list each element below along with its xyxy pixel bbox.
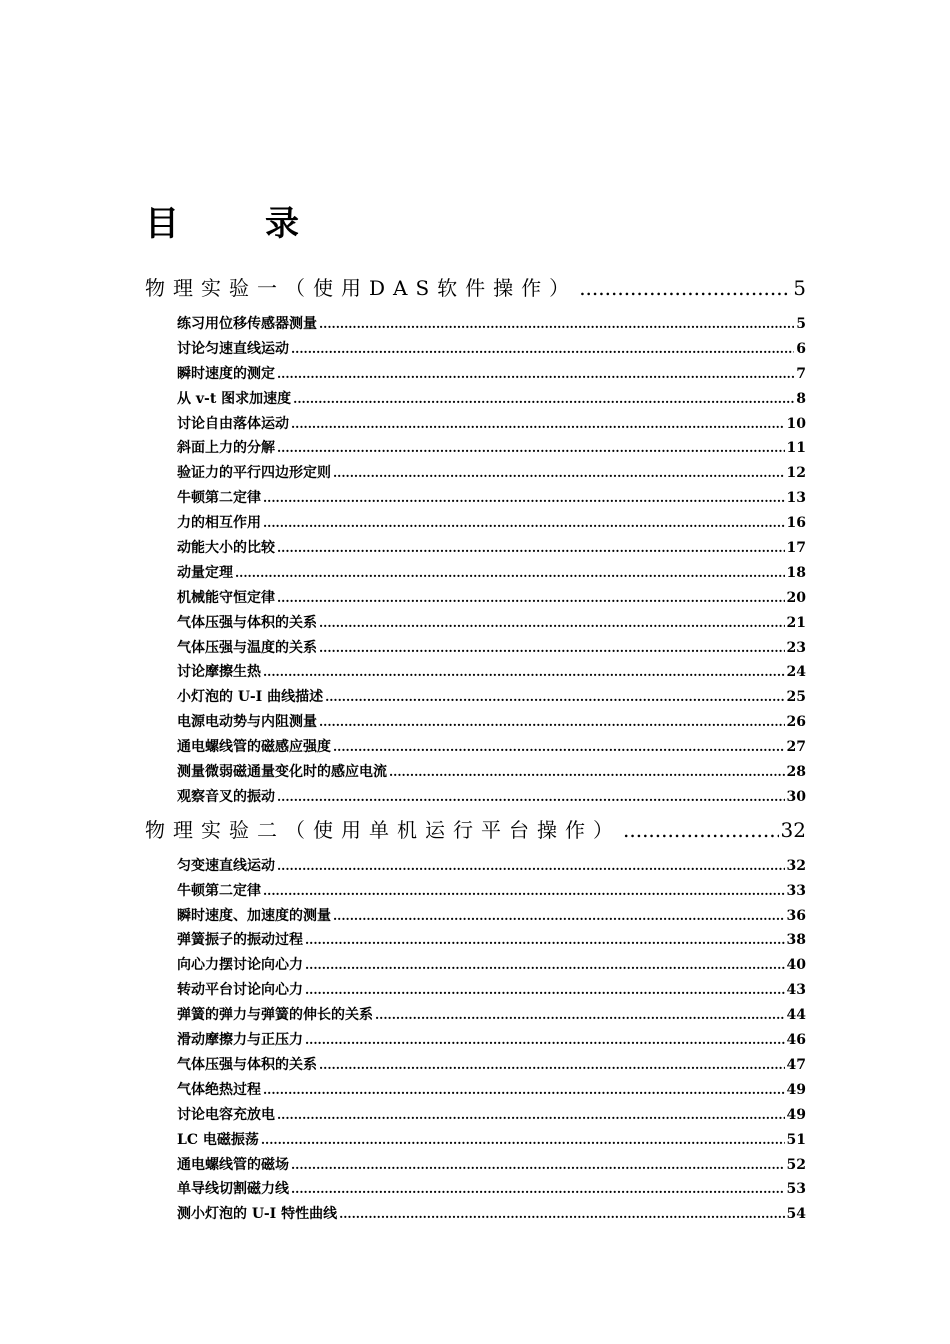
toc-entry-page-number: 40: [786, 957, 806, 974]
dot-leader: [291, 412, 785, 437]
toc-entry[interactable]: [177, 1053, 806, 1078]
toc-entry[interactable]: [177, 928, 806, 953]
toc-entry-label: 单导线切割磁力线: [177, 1181, 289, 1198]
dot-leader: [319, 636, 785, 661]
toc-entry-label: 动能大小的比较: [177, 540, 275, 557]
toc-entry-label: 通电螺线管的磁场: [177, 1156, 289, 1173]
toc-entry-label: 机械能守恒定律: [177, 589, 275, 606]
toc-entry-page-number: 49: [786, 1106, 806, 1123]
toc-entry-page-number: 16: [786, 515, 806, 532]
dot-leader: [277, 536, 785, 561]
toc-entry-label: 测小灯泡的 U-I 特性曲线: [177, 1206, 338, 1223]
toc-entry-page-number: 43: [786, 982, 806, 999]
toc-entry-page-number: 33: [786, 882, 806, 899]
toc-entry-label: 讨论匀速直线运动: [177, 340, 289, 357]
dot-leader: [291, 337, 794, 362]
toc-section-page-number: 32: [780, 817, 806, 842]
toc-entry-label: 讨论自由落体运动: [177, 415, 289, 432]
toc-entry-label: 滑动摩擦力与正压力: [177, 1032, 303, 1049]
toc-entry-label: 讨论电容充放电: [177, 1106, 275, 1123]
toc-entry[interactable]: [177, 586, 806, 611]
dot-leader: [375, 1003, 785, 1028]
dot-leader: [277, 362, 794, 387]
dot-leader: [319, 312, 794, 337]
toc-entry-label: 验证力的平行四边形定则: [177, 465, 331, 482]
toc-entry-page-number: 6: [796, 340, 806, 357]
dot-leader: [277, 854, 785, 879]
toc-entry-page-number: 32: [786, 857, 806, 874]
toc-entry-page-number: 20: [786, 589, 806, 606]
toc-entry-page-number: 53: [786, 1181, 806, 1198]
toc-entry-page-number: 30: [786, 788, 806, 805]
toc-entry[interactable]: [177, 636, 806, 661]
toc-entry-page-number: 10: [786, 415, 806, 432]
toc-entry-label: 小灯泡的 U-I 曲线描述: [177, 689, 324, 706]
toc-entry[interactable]: [177, 785, 806, 810]
toc-entry-page-number: 47: [786, 1056, 806, 1073]
toc-entry-label: 观察音叉的振动: [177, 788, 275, 805]
dot-leader: [277, 785, 785, 810]
toc-entry-label: 通电螺线管的磁感应强度: [177, 739, 331, 756]
toc-entry[interactable]: [177, 710, 806, 735]
toc-entry-page-number: 5: [796, 316, 806, 332]
dot-leader: [319, 1053, 785, 1078]
toc-entry-page-number: 12: [786, 465, 806, 482]
toc-entry-label: 弹簧振子的振动过程: [177, 932, 303, 949]
toc-entry[interactable]: [177, 461, 806, 486]
toc-entry-page-number: 36: [786, 907, 806, 924]
dot-leader: [389, 760, 785, 785]
toc-entry-label: 气体压强与体积的关系: [177, 614, 317, 631]
toc-entry-page-number: 26: [786, 714, 806, 731]
toc-section-label: 物理实验一（使用DAS软件操作）: [145, 276, 578, 300]
toc-entry-label: 向心力摆讨论向心力: [177, 957, 303, 974]
toc-entry[interactable]: [177, 953, 806, 978]
toc-entry[interactable]: [177, 362, 806, 387]
toc-entry[interactable]: [177, 760, 806, 785]
dot-leader: [623, 812, 779, 848]
dot-leader: [261, 1128, 785, 1153]
dot-leader: [263, 486, 785, 511]
toc-section-heading[interactable]: [145, 270, 806, 306]
toc-entry-label: 斜面上力的分解: [177, 440, 275, 457]
toc-entry-label: 气体压强与体积的关系: [177, 1056, 317, 1073]
toc-entry-label: 匀变速直线运动: [177, 857, 275, 874]
toc-entry-label: LC 电磁振荡: [177, 1131, 259, 1148]
toc-entry[interactable]: [177, 1028, 806, 1053]
toc-entry[interactable]: [177, 486, 806, 511]
toc-entry-label: 弹簧的弹力与弹簧的伸长的关系: [177, 1007, 373, 1024]
dot-leader: [291, 1177, 785, 1202]
dot-leader: [339, 1202, 784, 1227]
toc-entry-label: 动量定理: [177, 564, 233, 581]
toc-entry[interactable]: [177, 735, 806, 760]
dot-leader: [263, 1078, 785, 1103]
dot-leader: [319, 611, 785, 636]
dot-leader: [263, 660, 785, 685]
toc-entry-page-number: 28: [786, 764, 806, 781]
toc-entry[interactable]: [177, 904, 806, 929]
toc-entry[interactable]: [177, 879, 806, 904]
toc-entry-label: 讨论摩擦生热: [177, 664, 261, 681]
toc-entry-label: 牛顿第二定律: [177, 490, 261, 507]
toc-entry-page-number: 46: [786, 1032, 806, 1049]
toc-entry-page-number: 7: [796, 365, 806, 382]
toc-entry-list: [177, 312, 806, 810]
dot-leader: [319, 710, 785, 735]
dot-leader: [325, 685, 784, 710]
toc-entry-label: 力的相互作用: [177, 515, 261, 532]
toc-entry-page-number: 13: [786, 490, 806, 507]
toc-entry[interactable]: [177, 685, 806, 710]
toc-entry-page-number: 18: [786, 564, 806, 581]
toc-entry-page-number: 27: [786, 739, 806, 756]
dot-leader: [277, 1103, 785, 1128]
toc-entry-page-number: 8: [796, 390, 806, 407]
toc-entry[interactable]: [177, 561, 806, 586]
dot-leader: [305, 1028, 785, 1053]
toc-entry-label: 气体绝热过程: [177, 1081, 261, 1098]
toc-entry[interactable]: [177, 337, 806, 362]
toc-entry-label: 气体压强与温度的关系: [177, 639, 317, 656]
toc-entry[interactable]: [177, 511, 806, 536]
dot-leader: [291, 1153, 785, 1178]
toc-entry[interactable]: [177, 854, 806, 879]
toc-entry-page-number: 52: [786, 1156, 806, 1173]
dot-leader: [333, 735, 785, 760]
toc-entry[interactable]: [177, 387, 806, 412]
dot-leader: [579, 270, 791, 306]
dot-leader: [235, 561, 785, 586]
toc-entry-label: 瞬时速度、加速度的测量: [177, 907, 331, 924]
table-of-contents: [145, 270, 806, 1229]
toc-entry-page-number: 25: [786, 689, 806, 706]
toc-entry-page-number: 38: [786, 932, 806, 949]
toc-entry[interactable]: [177, 660, 806, 685]
toc-entry-label: 转动平台讨论向心力: [177, 982, 303, 999]
toc-entry-page-number: 11: [786, 440, 806, 457]
toc-entry-label: 测量微弱磁通量变化时的感应电流: [177, 764, 387, 781]
toc-entry-label: 牛顿第二定律: [177, 882, 261, 899]
page-title: 目录: [145, 204, 385, 244]
dot-leader: [333, 904, 785, 929]
dot-leader: [263, 879, 785, 904]
toc-entry[interactable]: [177, 412, 806, 437]
toc-entry-page-number: 54: [786, 1206, 806, 1223]
toc-entry[interactable]: [177, 1128, 806, 1153]
toc-entry[interactable]: [177, 1153, 806, 1178]
dot-leader: [263, 511, 785, 536]
dot-leader: [333, 461, 785, 486]
toc-entry[interactable]: [177, 978, 806, 1003]
toc-entry-label: 电源电动势与内阻测量: [177, 714, 317, 731]
toc-entry-page-number: 51: [786, 1131, 806, 1148]
toc-entry-page-number: 21: [786, 614, 806, 631]
toc-entry-page-number: 23: [786, 639, 806, 656]
toc-entry[interactable]: [177, 1078, 806, 1103]
toc-section-heading[interactable]: [145, 812, 806, 848]
dot-leader: [277, 586, 785, 611]
toc-section-page-number: 5: [793, 276, 806, 300]
dot-leader: [305, 978, 785, 1003]
toc-entry-label: 从 v-t 图求加速度: [177, 390, 292, 407]
toc-entry[interactable]: [177, 436, 806, 461]
toc-entry[interactable]: [177, 1202, 806, 1227]
toc-entry[interactable]: [177, 611, 806, 636]
toc-entry-page-number: 24: [786, 664, 806, 681]
toc-section-label: 物理实验二（使用单机运行平台操作）: [145, 817, 621, 842]
dot-leader: [293, 387, 794, 412]
toc-entry-page-number: 17: [786, 540, 806, 557]
toc-entry-label: 练习用位移传感器测量: [177, 316, 317, 332]
toc-entry[interactable]: [177, 1103, 806, 1128]
toc-entry[interactable]: [177, 536, 806, 561]
toc-entry-page-number: 44: [786, 1007, 806, 1024]
dot-leader: [305, 953, 785, 978]
toc-entry[interactable]: [177, 312, 806, 337]
toc-entry-list: [177, 854, 806, 1227]
toc-entry[interactable]: [177, 1003, 806, 1028]
toc-entry-label: 瞬时速度的测定: [177, 365, 275, 382]
dot-leader: [305, 928, 785, 953]
dot-leader: [277, 436, 785, 461]
toc-entry[interactable]: [177, 1177, 806, 1202]
toc-entry-page-number: 49: [786, 1081, 806, 1098]
